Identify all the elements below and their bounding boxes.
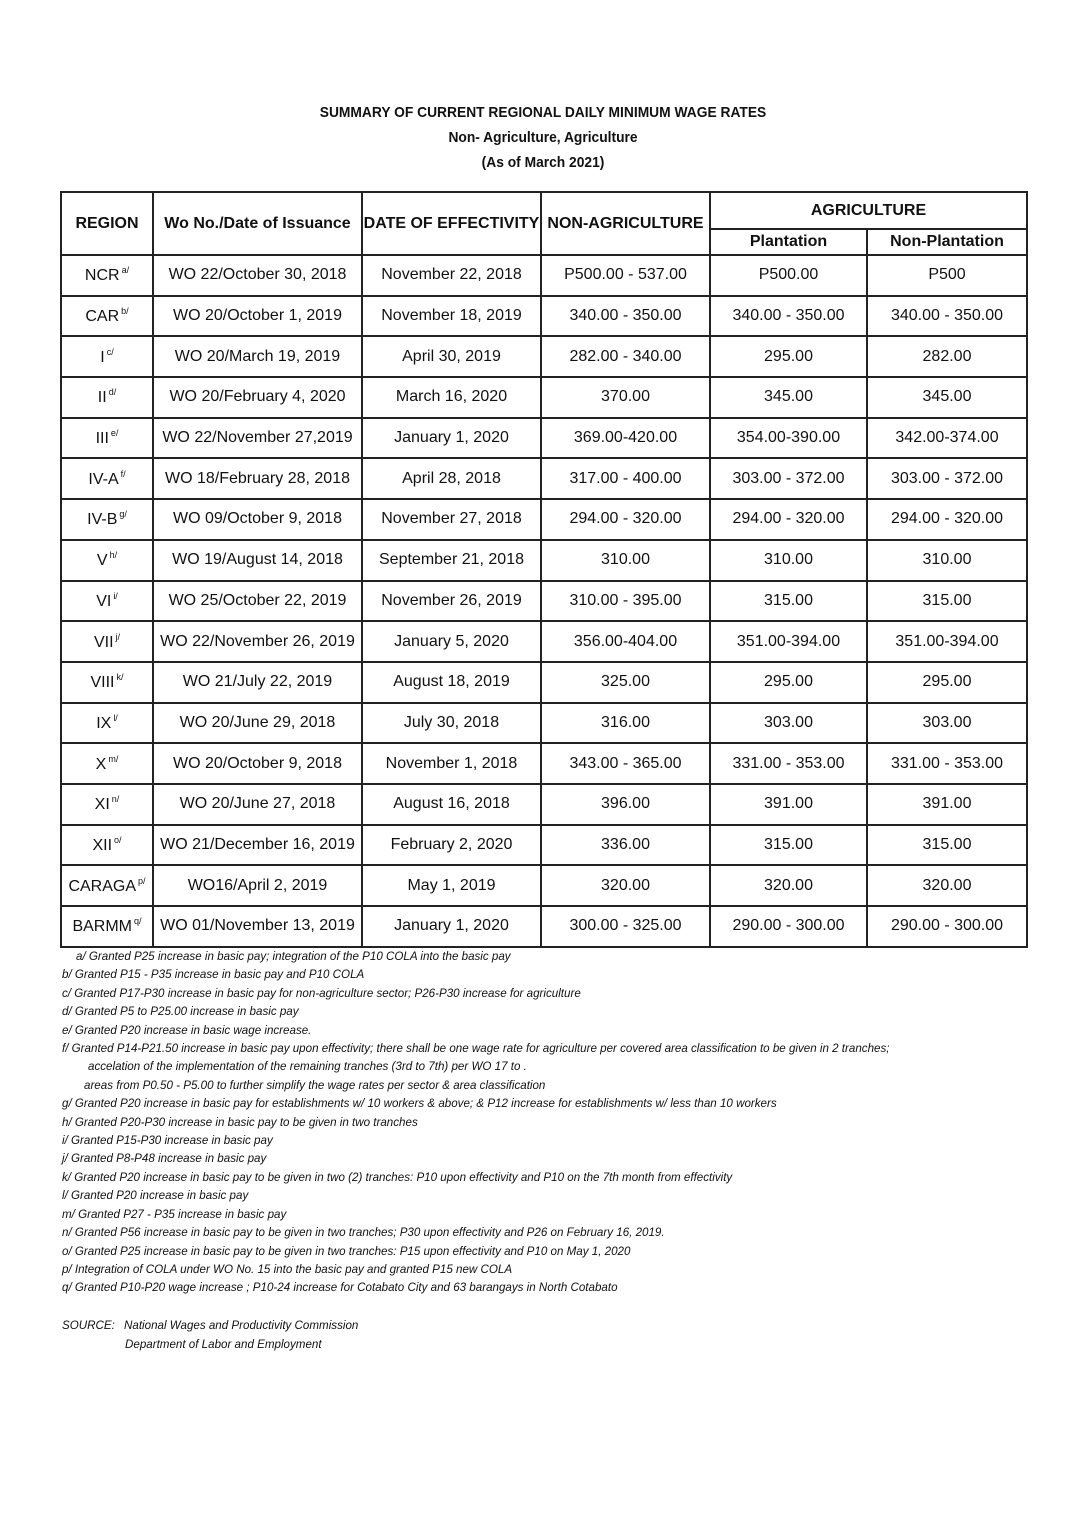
footnote-item: o/ Granted P25 increase in basic pay to be given in two tranches: P15 upon effectivity and P10 on May 1, 2020 <box>62 1244 631 1258</box>
footnote-ref: n/ <box>111 794 120 805</box>
footnote-item: i/ Granted P15-P30 increase in basic pay <box>62 1134 273 1148</box>
table-row <box>61 703 1027 744</box>
header-agriculture: AGRICULTURE <box>710 192 1027 229</box>
footnote-ref: b/ <box>121 306 129 317</box>
non-agriculture-cell: 370.00 <box>541 377 710 418</box>
footnote-item: m/ Granted P27 - P35 increase in basic pay <box>62 1207 287 1221</box>
non-agriculture-cell: 356.00-404.00 <box>541 621 710 662</box>
region-name: IV-B <box>87 511 118 529</box>
footnote-ref: q/ <box>134 916 142 927</box>
plantation-cell: 351.00-394.00 <box>710 621 867 662</box>
footnote-ref: g/ <box>119 509 127 520</box>
effectivity-cell: January 5, 2020 <box>362 621 541 662</box>
region-name: VIII <box>90 674 115 692</box>
non-agriculture-cell: 317.00 - 400.00 <box>541 458 710 499</box>
wo-issuance-cell: WO 25/October 22, 2019 <box>153 581 362 622</box>
effectivity-cell: September 21, 2018 <box>362 540 541 581</box>
non-plantation-cell: 303.00 - 372.00 <box>867 458 1027 499</box>
header-region: REGION <box>61 192 153 255</box>
footnote-item: c/ Granted P17-P30 increase in basic pay for non-agriculture sector; P26-P30 increase for agriculture <box>62 986 581 1000</box>
footnote-item: h/ Granted P20-P30 increase in basic pay to be given in two tranches <box>62 1115 418 1129</box>
title-line-2: Non- Agriculture, Agriculture <box>448 129 638 146</box>
footnote-ref: j/ <box>115 631 121 642</box>
footnote-ref: l/ <box>113 712 118 723</box>
wo-issuance-cell: WO 20/October 1, 2019 <box>153 296 362 337</box>
plantation-cell: 295.00 <box>710 662 867 703</box>
non-agriculture-cell: 343.00 - 365.00 <box>541 743 710 784</box>
region-cell <box>61 825 153 866</box>
region-cell <box>61 255 153 296</box>
footnotes <box>62 948 1052 1298</box>
effectivity-cell: November 18, 2019 <box>362 296 541 337</box>
title-line-3: (As of March 2021) <box>481 154 605 171</box>
non-plantation-cell: 391.00 <box>867 784 1027 825</box>
footnote-item: areas from P0.50 - P5.00 to further simplify the wage rates per sector & area classification <box>84 1078 546 1092</box>
non-agriculture-cell: 282.00 - 340.00 <box>541 336 710 377</box>
region-name: II <box>97 389 107 407</box>
non-agriculture-cell: 310.00 - 395.00 <box>541 581 710 622</box>
region-cell <box>61 621 153 662</box>
wo-issuance-cell: WO 20/March 19, 2019 <box>153 336 362 377</box>
footnote-item: g/ Granted P20 increase in basic pay for establishments w/ 10 workers & above; & P12 increase for establishments w/ less than 10 workers <box>62 1097 777 1111</box>
table-row <box>61 662 1027 703</box>
plantation-cell: P500.00 <box>710 255 867 296</box>
non-agriculture-cell: P500.00 - 537.00 <box>541 255 710 296</box>
footnote-ref: m/ <box>108 753 119 764</box>
footnote-ref: p/ <box>138 875 146 886</box>
non-plantation-cell: 345.00 <box>867 377 1027 418</box>
wo-issuance-cell: WO 21/December 16, 2019 <box>153 825 362 866</box>
wo-issuance-cell: WO 18/February 28, 2018 <box>153 458 362 499</box>
non-agriculture-cell: 325.00 <box>541 662 710 703</box>
plantation-cell: 303.00 - 372.00 <box>710 458 867 499</box>
region-cell <box>61 458 153 499</box>
non-agriculture-cell: 316.00 <box>541 703 710 744</box>
source-line-2: Department of Labor and Employment <box>125 1338 322 1351</box>
table-row <box>61 621 1027 662</box>
region-name: NCR <box>84 267 120 285</box>
plantation-cell: 345.00 <box>710 377 867 418</box>
non-plantation-cell: 303.00 <box>867 703 1027 744</box>
region-cell <box>61 703 153 744</box>
effectivity-cell: November 27, 2018 <box>362 499 541 540</box>
effectivity-cell: January 1, 2020 <box>362 418 541 459</box>
plantation-cell: 340.00 - 350.00 <box>710 296 867 337</box>
wage-rates-table <box>60 191 1028 948</box>
table-body <box>61 255 1027 947</box>
non-agriculture-cell: 300.00 - 325.00 <box>541 906 710 947</box>
footnote-ref: i/ <box>113 590 118 601</box>
wo-issuance-cell: WO 21/July 22, 2019 <box>153 662 362 703</box>
region-cell <box>61 336 153 377</box>
wo-issuance-cell: WO 20/June 29, 2018 <box>153 703 362 744</box>
wo-issuance-cell: WO 22/November 27,2019 <box>153 418 362 459</box>
table-row <box>61 418 1027 459</box>
non-plantation-cell: 342.00-374.00 <box>867 418 1027 459</box>
plantation-cell: 290.00 - 300.00 <box>710 906 867 947</box>
footnote-ref: d/ <box>108 387 117 398</box>
header-date-effectivity: DATE OF EFFECTIVITY <box>362 192 541 255</box>
title-line-1: SUMMARY OF CURRENT REGIONAL DAILY MINIMUM WAGE RATES <box>319 104 767 121</box>
non-plantation-cell: 282.00 <box>867 336 1027 377</box>
region-name: IX <box>96 714 112 732</box>
region-name: BARMM <box>72 918 133 936</box>
non-plantation-cell: 331.00 - 353.00 <box>867 743 1027 784</box>
non-agriculture-cell: 294.00 - 320.00 <box>541 499 710 540</box>
header-non-plantation: Non-Plantation <box>867 229 1027 255</box>
table-row <box>61 865 1027 906</box>
table-row <box>61 296 1027 337</box>
footnote-item: l/ Granted P20 increase in basic pay <box>62 1189 249 1203</box>
non-plantation-cell: P500 <box>867 255 1027 296</box>
plantation-cell: 320.00 <box>710 865 867 906</box>
plantation-cell: 331.00 - 353.00 <box>710 743 867 784</box>
effectivity-cell: July 30, 2018 <box>362 703 541 744</box>
effectivity-cell: March 16, 2020 <box>362 377 541 418</box>
footnote-ref: f/ <box>120 468 126 479</box>
region-name: I <box>100 348 105 366</box>
table-row <box>61 540 1027 581</box>
effectivity-cell: May 1, 2019 <box>362 865 541 906</box>
region-cell <box>61 906 153 947</box>
region-cell <box>61 418 153 459</box>
region-name: IV-A <box>88 470 119 488</box>
footnote-item: q/ Granted P10-P20 wage increase ; P10-24 increase for Cotabato City and 63 barangays in North Cotabato <box>62 1281 618 1295</box>
wo-issuance-cell: WO 09/October 9, 2018 <box>153 499 362 540</box>
footnote-item: j/ Granted P8-P48 increase in basic pay <box>62 1152 267 1166</box>
region-name: CARAGA <box>68 877 137 895</box>
table-row <box>61 581 1027 622</box>
region-name: III <box>95 430 109 448</box>
non-agriculture-cell: 310.00 <box>541 540 710 581</box>
wo-issuance-cell: WO 01/November 13, 2019 <box>153 906 362 947</box>
region-cell <box>61 296 153 337</box>
effectivity-cell: April 30, 2019 <box>362 336 541 377</box>
region-name: XII <box>92 836 113 854</box>
region-cell <box>61 743 153 784</box>
region-name: VII <box>93 633 114 651</box>
region-name: XI <box>94 796 110 814</box>
wo-issuance-cell: WO 22/October 30, 2018 <box>153 255 362 296</box>
non-agriculture-cell: 340.00 - 350.00 <box>541 296 710 337</box>
non-plantation-cell: 295.00 <box>867 662 1027 703</box>
plantation-cell: 294.00 - 320.00 <box>710 499 867 540</box>
footnote-item: a/ Granted P25 increase in basic pay; integration of the P10 COLA into the basic pay <box>76 950 511 963</box>
non-plantation-cell: 351.00-394.00 <box>867 621 1027 662</box>
table-row <box>61 458 1027 499</box>
footnote-ref: c/ <box>106 346 114 357</box>
non-plantation-cell: 315.00 <box>867 581 1027 622</box>
non-plantation-cell: 320.00 <box>867 865 1027 906</box>
footnote-item: n/ Granted P56 increase in basic pay to be given in two tranches; P30 upon effectivity and P26 on February 16, 2019. <box>62 1226 665 1240</box>
table-row <box>61 743 1027 784</box>
region-cell <box>61 499 153 540</box>
plantation-cell: 295.00 <box>710 336 867 377</box>
region-name: V <box>96 552 108 570</box>
table-row <box>61 825 1027 866</box>
region-cell <box>61 784 153 825</box>
footnote-item: d/ Granted P5 to P25.00 increase in basic pay <box>62 1005 299 1019</box>
source-label: SOURCE: <box>62 1319 115 1332</box>
non-agriculture-cell: 396.00 <box>541 784 710 825</box>
non-agriculture-cell: 369.00-420.00 <box>541 418 710 459</box>
table-row <box>61 255 1027 296</box>
header-wo-issuance: Wo No./Date of Issuance <box>153 192 362 255</box>
wo-issuance-cell: WO 19/August 14, 2018 <box>153 540 362 581</box>
plantation-cell: 310.00 <box>710 540 867 581</box>
region-cell <box>61 540 153 581</box>
region-cell <box>61 865 153 906</box>
plantation-cell: 303.00 <box>710 703 867 744</box>
region-cell <box>61 377 153 418</box>
effectivity-cell: January 1, 2020 <box>362 906 541 947</box>
wo-issuance-cell: WO 20/June 27, 2018 <box>153 784 362 825</box>
wo-issuance-cell: WO 20/February 4, 2020 <box>153 377 362 418</box>
effectivity-cell: February 2, 2020 <box>362 825 541 866</box>
non-agriculture-cell: 320.00 <box>541 865 710 906</box>
footnote-item: accelation of the implementation of the remaining tranches (3rd to 7th) per WO 17 to . <box>88 1060 527 1074</box>
region-cell <box>61 581 153 622</box>
effectivity-cell: August 16, 2018 <box>362 784 541 825</box>
document-title <box>0 100 1086 175</box>
table-row <box>61 784 1027 825</box>
table-row <box>61 906 1027 947</box>
footnote-item: b/ Granted P15 - P35 increase in basic pay and P10 COLA <box>62 968 365 982</box>
non-plantation-cell: 310.00 <box>867 540 1027 581</box>
wo-issuance-cell: WO 22/November 26, 2019 <box>153 621 362 662</box>
footnote-item: k/ Granted P20 increase in basic pay to be given in two (2) tranches: P10 upon effectivity and P10 on the 7th month from effectivity <box>62 1170 733 1184</box>
footnote-item: p/ Integration of COLA under WO No. 15 into the basic pay and granted P15 new COLA <box>62 1262 513 1276</box>
non-plantation-cell: 315.00 <box>867 825 1027 866</box>
table-row <box>61 499 1027 540</box>
effectivity-cell: August 18, 2019 <box>362 662 541 703</box>
region-name: VI <box>96 592 112 610</box>
non-plantation-cell: 340.00 - 350.00 <box>867 296 1027 337</box>
effectivity-cell: April 28, 2018 <box>362 458 541 499</box>
footnote-ref: e/ <box>110 428 119 439</box>
plantation-cell: 315.00 <box>710 581 867 622</box>
table-row <box>61 377 1027 418</box>
effectivity-cell: November 26, 2019 <box>362 581 541 622</box>
footnote-ref: k/ <box>116 672 124 683</box>
plantation-cell: 354.00-390.00 <box>710 418 867 459</box>
wo-issuance-cell: WO 20/October 9, 2018 <box>153 743 362 784</box>
footnote-ref: o/ <box>114 834 122 845</box>
region-name: X <box>95 755 107 773</box>
region-cell <box>61 662 153 703</box>
header-non-agriculture: NON-AGRICULTURE <box>541 192 710 255</box>
non-plantation-cell: 290.00 - 300.00 <box>867 906 1027 947</box>
source-block <box>62 1316 358 1354</box>
non-plantation-cell: 294.00 - 320.00 <box>867 499 1027 540</box>
plantation-cell: 391.00 <box>710 784 867 825</box>
header-plantation: Plantation <box>710 229 867 255</box>
footnote-ref: a/ <box>121 265 130 276</box>
plantation-cell: 315.00 <box>710 825 867 866</box>
non-agriculture-cell: 336.00 <box>541 825 710 866</box>
wo-issuance-cell: WO16/April 2, 2019 <box>153 865 362 906</box>
source-line-1: National Wages and Productivity Commission <box>124 1319 359 1332</box>
region-name: CAR <box>85 308 120 326</box>
footnote-ref: h/ <box>109 550 118 561</box>
footnote-item: e/ Granted P20 increase in basic wage increase. <box>62 1023 312 1037</box>
table-row <box>61 336 1027 377</box>
effectivity-cell: November 1, 2018 <box>362 743 541 784</box>
footnote-item: f/ Granted P14-P21.50 increase in basic pay upon effectivity; there shall be one wage rate for agriculture per covered area classification to be given in 2 tranches; <box>62 1042 890 1056</box>
effectivity-cell: November 22, 2018 <box>362 255 541 296</box>
